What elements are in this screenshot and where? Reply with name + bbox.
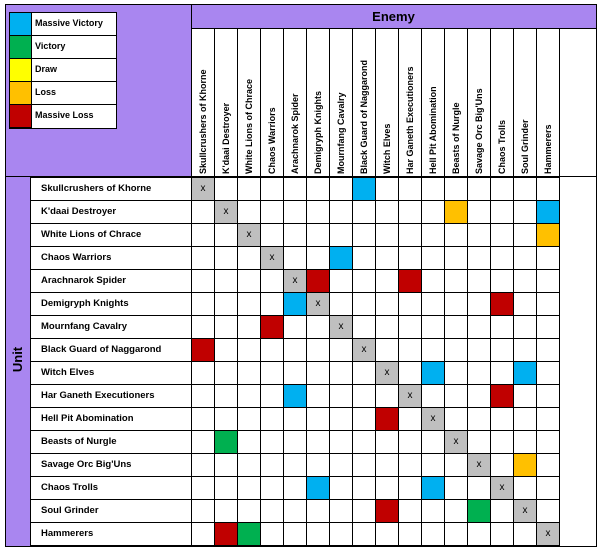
row-header-label: Savage Orc Big'Uns bbox=[41, 459, 132, 470]
column-header-label: Witch Elves bbox=[382, 123, 392, 174]
grid-line bbox=[444, 29, 445, 546]
grid-line bbox=[31, 200, 560, 201]
legend-label: Massive Loss bbox=[35, 110, 94, 120]
row-header-label: Arachnarok Spider bbox=[41, 275, 126, 286]
column-header-label: White Lions of Chrace bbox=[244, 78, 254, 174]
self-match-cell[interactable]: x bbox=[376, 362, 398, 384]
frame-line bbox=[30, 177, 31, 546]
self-match-cell[interactable]: x bbox=[215, 201, 237, 223]
column-header-label: Beasts of Nurgle bbox=[451, 102, 461, 174]
frame-line bbox=[5, 546, 596, 547]
column-header-label: Chaos Trolls bbox=[497, 119, 507, 174]
legend-item bbox=[10, 105, 116, 128]
row-header-label: Witch Elves bbox=[41, 367, 95, 378]
self-match-cell[interactable]: x bbox=[261, 247, 283, 269]
column-header[interactable] bbox=[191, 29, 214, 176]
unit-header-label: Unit bbox=[10, 346, 25, 373]
column-header-label: Chaos Warriors bbox=[267, 107, 277, 174]
enemy-header-label: Enemy bbox=[372, 9, 415, 24]
enemy-header[interactable] bbox=[191, 4, 596, 29]
grid-line bbox=[559, 29, 560, 546]
row-header-label: Black Guard of Naggarond bbox=[41, 344, 162, 355]
row-header[interactable] bbox=[31, 361, 191, 384]
grid-line bbox=[214, 29, 215, 546]
column-header-label: Savage Orc Big'Uns bbox=[474, 88, 484, 174]
result-cell[interactable] bbox=[537, 201, 559, 223]
legend-item bbox=[10, 59, 116, 82]
row-header-label: Skullcrushers of Khorne bbox=[41, 183, 152, 194]
self-match-cell[interactable]: x bbox=[330, 316, 352, 338]
column-header[interactable] bbox=[536, 29, 559, 176]
column-header[interactable] bbox=[306, 29, 329, 176]
grid-line bbox=[31, 246, 560, 247]
row-header[interactable] bbox=[31, 476, 191, 499]
grid-line bbox=[490, 29, 491, 546]
result-cell[interactable] bbox=[284, 293, 306, 315]
grid-line bbox=[306, 29, 307, 546]
result-cell[interactable] bbox=[376, 500, 398, 522]
grid-line bbox=[31, 177, 560, 178]
grid-line bbox=[237, 29, 238, 546]
grid-line bbox=[421, 29, 422, 546]
column-header-label: Arachnarok Spider bbox=[290, 93, 300, 174]
column-header[interactable] bbox=[444, 29, 467, 176]
row-header-label: Soul Grinder bbox=[41, 505, 99, 516]
row-header[interactable] bbox=[31, 269, 191, 292]
row-header[interactable] bbox=[31, 315, 191, 338]
column-header-label: Skullcrushers of Khorne bbox=[198, 69, 208, 174]
row-header-label: Chaos Trolls bbox=[41, 482, 99, 493]
result-cell[interactable] bbox=[353, 178, 375, 200]
self-match-cell[interactable]: x bbox=[399, 385, 421, 407]
grid-line bbox=[31, 269, 560, 270]
column-header[interactable] bbox=[352, 29, 375, 176]
grid-line bbox=[31, 315, 560, 316]
row-header-label: White Lions of Chrace bbox=[41, 229, 142, 240]
row-header[interactable] bbox=[31, 292, 191, 315]
legend bbox=[9, 12, 117, 129]
grid-line bbox=[536, 29, 537, 546]
row-header-label: Hell Pit Abomination bbox=[41, 413, 134, 424]
result-cell[interactable] bbox=[537, 224, 559, 246]
grid-line bbox=[398, 29, 399, 546]
grid-line bbox=[31, 522, 560, 523]
self-match-cell[interactable]: x bbox=[491, 477, 513, 499]
frame-line bbox=[5, 4, 6, 547]
result-cell[interactable] bbox=[491, 293, 513, 315]
row-header[interactable] bbox=[31, 453, 191, 476]
result-cell[interactable] bbox=[330, 247, 352, 269]
self-match-cell[interactable]: x bbox=[192, 178, 214, 200]
result-cell[interactable] bbox=[215, 523, 237, 545]
legend-swatch bbox=[10, 36, 32, 59]
legend-label: Victory bbox=[35, 41, 66, 51]
row-header[interactable] bbox=[31, 522, 191, 545]
result-cell[interactable] bbox=[284, 385, 306, 407]
result-cell[interactable] bbox=[215, 431, 237, 453]
legend-swatch bbox=[10, 59, 32, 82]
column-header[interactable] bbox=[467, 29, 490, 176]
column-header[interactable] bbox=[375, 29, 398, 176]
grid-line bbox=[31, 453, 560, 454]
row-header-label: Mournfang Cavalry bbox=[41, 321, 128, 332]
self-match-cell[interactable]: x bbox=[307, 293, 329, 315]
grid-line bbox=[31, 476, 560, 477]
column-header-label: Soul Grinder bbox=[520, 119, 530, 174]
row-header-label: Har Ganeth Executioners bbox=[41, 390, 155, 401]
row-header[interactable] bbox=[31, 430, 191, 453]
row-header-label: K'daai Destroyer bbox=[41, 206, 117, 217]
result-cell[interactable] bbox=[422, 477, 444, 499]
result-cell[interactable] bbox=[422, 362, 444, 384]
grid-line bbox=[467, 29, 468, 546]
result-cell[interactable] bbox=[238, 523, 260, 545]
column-header[interactable] bbox=[237, 29, 260, 176]
result-cell[interactable] bbox=[261, 316, 283, 338]
column-header[interactable] bbox=[421, 29, 444, 176]
row-header-label: Demigryph Knights bbox=[41, 298, 129, 309]
self-match-cell[interactable]: x bbox=[468, 454, 490, 476]
legend-item bbox=[10, 36, 116, 59]
frame-line bbox=[5, 176, 596, 177]
row-header[interactable] bbox=[31, 407, 191, 430]
result-cell[interactable] bbox=[307, 270, 329, 292]
column-header-label: Hammerers bbox=[543, 124, 553, 174]
self-match-cell[interactable]: x bbox=[238, 224, 260, 246]
grid-line bbox=[329, 29, 330, 546]
frame-line bbox=[596, 4, 597, 547]
row-header[interactable] bbox=[31, 200, 191, 223]
row-header[interactable] bbox=[31, 384, 191, 407]
column-header[interactable] bbox=[214, 29, 237, 176]
grid-line bbox=[513, 29, 514, 546]
column-header-label: Mournfang Cavalry bbox=[336, 92, 346, 174]
column-header[interactable] bbox=[260, 29, 283, 176]
legend-label: Massive Victory bbox=[35, 18, 103, 28]
grid-line bbox=[352, 29, 353, 546]
result-cell[interactable] bbox=[468, 500, 490, 522]
row-header[interactable] bbox=[31, 246, 191, 269]
legend-item bbox=[10, 82, 116, 105]
grid-line bbox=[31, 223, 560, 224]
self-match-cell[interactable]: x bbox=[537, 523, 559, 545]
self-match-cell[interactable]: x bbox=[422, 408, 444, 430]
legend-label: Loss bbox=[35, 87, 57, 97]
result-cell[interactable] bbox=[399, 270, 421, 292]
column-header[interactable] bbox=[490, 29, 513, 176]
self-match-cell[interactable]: x bbox=[353, 339, 375, 361]
column-header[interactable] bbox=[329, 29, 352, 176]
column-header-label: Black Guard of Naggarond bbox=[359, 59, 369, 174]
column-header[interactable] bbox=[283, 29, 306, 176]
column-header[interactable] bbox=[513, 29, 536, 176]
legend-swatch bbox=[10, 105, 32, 128]
result-cell[interactable] bbox=[192, 339, 214, 361]
row-header-label: Beasts of Nurgle bbox=[41, 436, 117, 447]
result-cell[interactable] bbox=[491, 385, 513, 407]
frame-line bbox=[5, 4, 596, 5]
result-cell[interactable] bbox=[376, 408, 398, 430]
grid-line bbox=[31, 338, 560, 339]
column-header-label: Har Ganeth Executioners bbox=[405, 66, 415, 174]
result-cell[interactable] bbox=[445, 201, 467, 223]
unit-header[interactable] bbox=[5, 177, 31, 547]
row-header[interactable] bbox=[31, 223, 191, 246]
self-match-cell[interactable]: x bbox=[445, 431, 467, 453]
frame-line bbox=[191, 4, 192, 176]
legend-swatch bbox=[10, 82, 32, 105]
self-match-cell[interactable]: x bbox=[514, 500, 536, 522]
column-header[interactable] bbox=[398, 29, 421, 176]
grid-line bbox=[31, 499, 560, 500]
grid-line bbox=[31, 430, 560, 431]
row-header[interactable] bbox=[31, 177, 191, 200]
grid-line bbox=[375, 29, 376, 546]
grid-line bbox=[31, 407, 560, 408]
legend-label: Draw bbox=[35, 64, 58, 74]
grid-line bbox=[31, 361, 560, 362]
column-header-label: K'daai Destroyer bbox=[221, 102, 231, 174]
result-cell[interactable] bbox=[514, 454, 536, 476]
grid-line bbox=[260, 29, 261, 546]
legend-swatch bbox=[10, 13, 32, 36]
row-header-label: Hammerers bbox=[41, 528, 94, 539]
result-cell[interactable] bbox=[307, 477, 329, 499]
column-header-label: Hell Pit Abomination bbox=[428, 86, 438, 174]
row-header[interactable] bbox=[31, 338, 191, 361]
row-header-label: Chaos Warriors bbox=[41, 252, 112, 263]
legend-item bbox=[10, 13, 116, 36]
column-header-label: Demigryph Knights bbox=[313, 90, 323, 174]
grid-line bbox=[283, 29, 284, 546]
grid-line bbox=[31, 384, 560, 385]
row-header[interactable] bbox=[31, 499, 191, 522]
grid-line bbox=[31, 292, 560, 293]
result-cell[interactable] bbox=[514, 362, 536, 384]
self-match-cell[interactable]: x bbox=[284, 270, 306, 292]
